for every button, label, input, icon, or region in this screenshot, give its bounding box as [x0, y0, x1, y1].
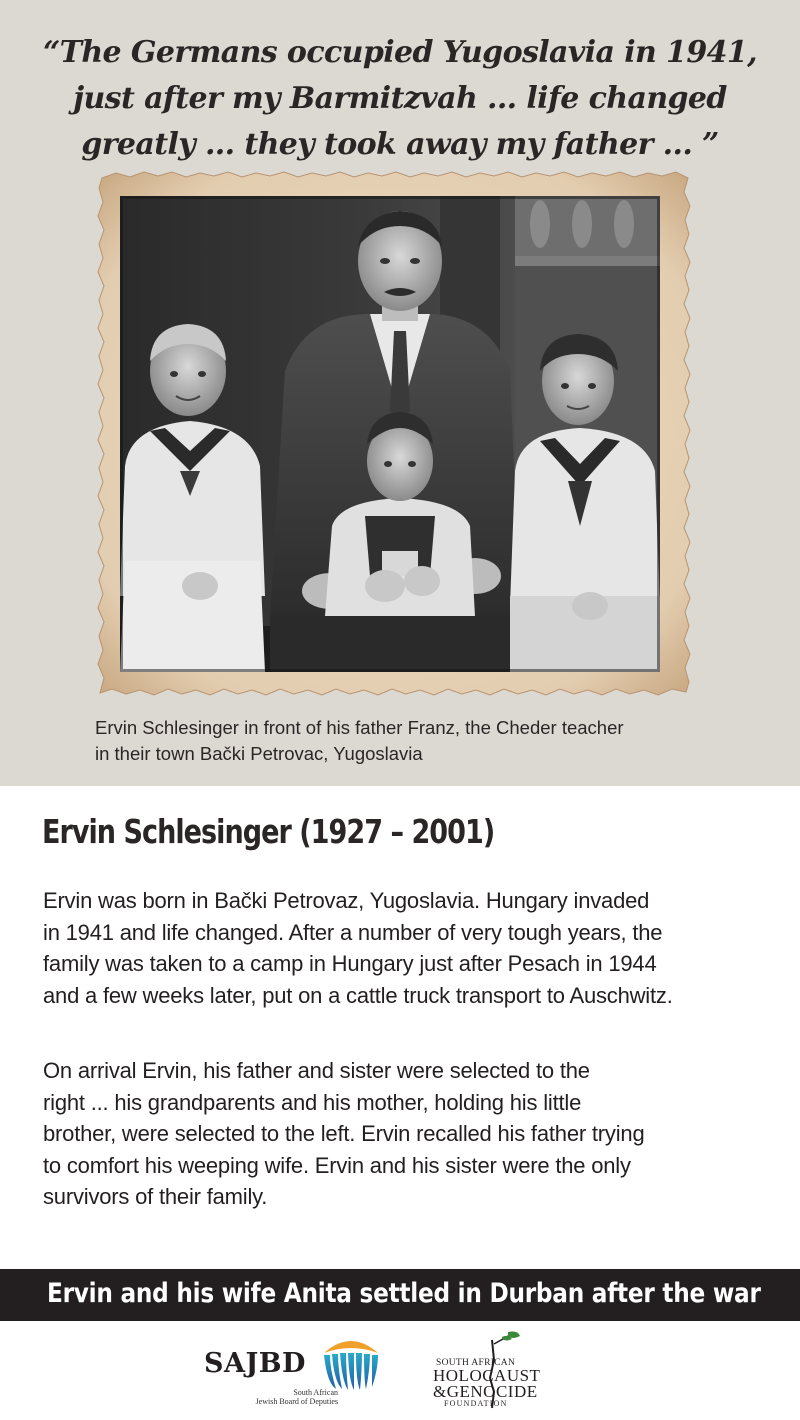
sajbd-wordmark: SAJBD — [204, 1348, 306, 1379]
sajbd-logo — [200, 1330, 385, 1410]
photo-frame — [96, 170, 692, 697]
caption-line: Ervin Schlesinger in front of his father Franz, the Cheder teacher — [95, 717, 624, 738]
bio-line: survivors of their family. — [43, 1184, 268, 1209]
banner-text: Ervin and his wife Anita settled in Durban after the war — [47, 1278, 761, 1309]
sajbd-sub-line: Jewish Board of Deputies — [255, 1397, 338, 1406]
quote-line: greatly ... they took away my father ... ” — [81, 127, 719, 162]
sajbd-subtitle — [228, 1388, 338, 1406]
bio-line: brother, were selected to the left. Ervin recalled his father trying — [43, 1121, 645, 1146]
bio-line: right ... his grandparents and his mother, holding his little — [43, 1089, 582, 1115]
bio-line: and a few weeks later, put on a cattle truck transport to Auschwitz. — [43, 982, 673, 1008]
foundation-line: FOUNDATION — [444, 1399, 508, 1408]
quote-line: just after my Barmitzvah ... life changed — [73, 81, 727, 116]
holocaust-genocide-foundation-logo — [430, 1330, 560, 1410]
bio-line: in 1941 and life changed. After a number of very tough years, the — [43, 919, 663, 945]
caption-line: in their town Bački Petrovac, Yugoslavia — [95, 743, 423, 764]
bio-title: Ervin Schlesinger (1927 – 2001) — [42, 812, 495, 851]
foundation-line: HOLOCAUST — [433, 1366, 541, 1385]
photo-caption — [95, 715, 735, 767]
footer-banner — [0, 1269, 800, 1321]
foundation-line: &GENOCIDE — [433, 1382, 538, 1401]
bio-line: On arrival Ervin, his father and sister were selected to the — [43, 1058, 590, 1083]
quote — [20, 30, 780, 168]
quote-line: “The Germans occupied Yugoslavia in 1941, — [42, 35, 758, 70]
family-photo — [120, 196, 660, 672]
sajbd-sub-line: South African — [293, 1388, 338, 1397]
bio-paragraph-1 — [43, 885, 773, 1011]
family-photo-illustration — [120, 196, 660, 672]
bio-line: to comfort his weeping wife. Ervin and his sister were the only — [43, 1152, 631, 1178]
bio-line: family was taken to a camp in Hungary just after Pesach in 1944 — [43, 951, 657, 976]
bio-line: Ervin was born in Bački Petrovaz, Yugoslavia. Hungary invaded — [43, 888, 650, 913]
sajbd-emblem-icon — [320, 1333, 382, 1396]
foundation-line: SOUTH AFRICAN — [436, 1358, 516, 1368]
bio-paragraph-2 — [43, 1055, 773, 1213]
